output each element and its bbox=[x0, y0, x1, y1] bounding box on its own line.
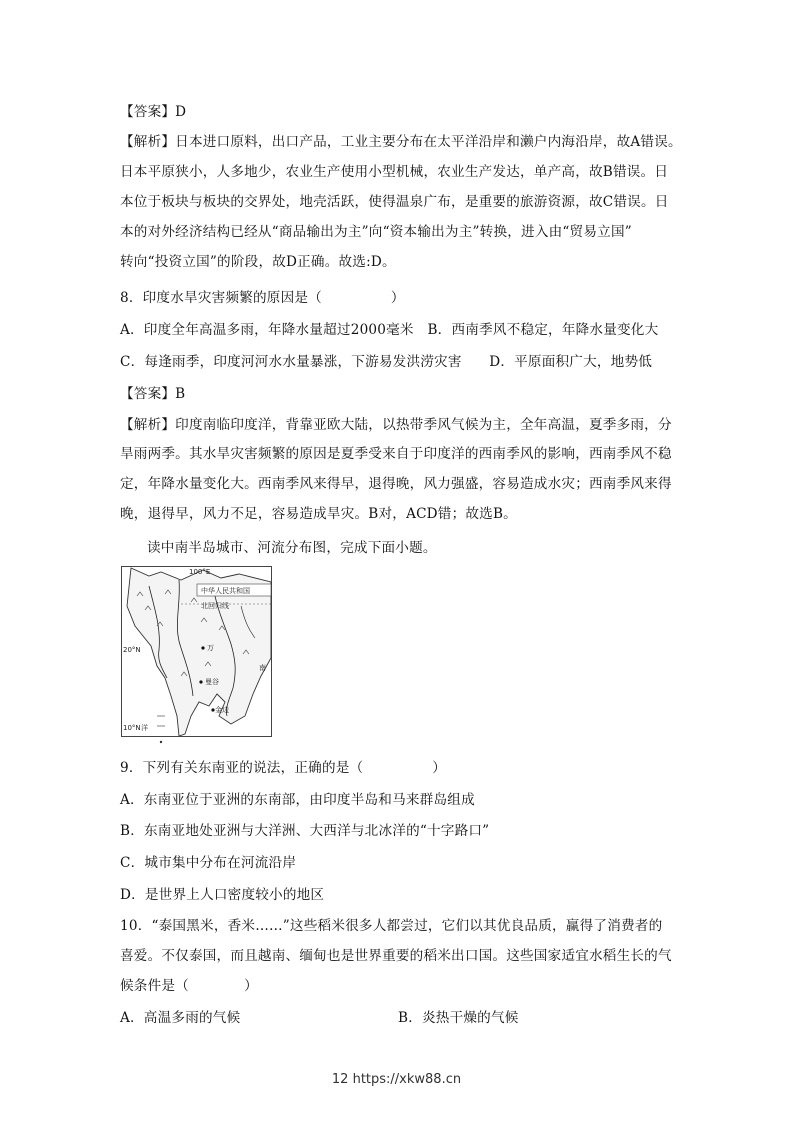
q8-analysis-line: 【解析】印度南临印度洋，背靠亚欧大陆，以热带季风气候为主，全年高温，夏季多雨，分 bbox=[120, 417, 672, 433]
q8-stem: 8．印度水旱灾害频繁的原因是（ ） bbox=[120, 290, 405, 306]
q7-analysis-line: 日本平原狭小，人多地少，农业生产使用小型机械，农业生产发达，单产高，故B错误。日 bbox=[120, 164, 669, 180]
q9-option: C．城市集中分布在河流沿岸 bbox=[120, 855, 297, 871]
map-lat20-label: 20°N bbox=[123, 646, 141, 654]
map-lon-label: 100°E bbox=[189, 568, 211, 576]
q10-stem-line: 10．“泰国黑米，香米……”这些稻米很多人都尝过，它们以其优良品质，赢得了消费者的 bbox=[120, 918, 663, 934]
q10-option-a: A．高温多雨的气候 bbox=[120, 1010, 241, 1026]
q10-stem-line: 候条件是（ ） bbox=[120, 978, 258, 994]
q8-option-line: A．印度全年高温多雨，年降水量超过2000毫米 B．西南季风不稳定，年降水量变化大 bbox=[120, 322, 659, 338]
q9-option: D．是世界上人口密度较小的地区 bbox=[120, 887, 325, 903]
page-footer: 12 https://xkw88.cn bbox=[331, 1072, 462, 1087]
q8-analysis-line: 定，年降水量变化大。西南季风来得早，退得晚，风力强盛，容易造成水灾；西南季风来得 bbox=[120, 476, 672, 492]
q7-analysis-line: 本位于板块与板块的交界处，地壳活跃，使得温泉广布，是重要的旅游资源，故C错误。日 bbox=[120, 194, 669, 210]
q10-stem-line: 喜爱。不仅泰国，而且越南、缅甸也是世界重要的稻米出口国。这些国家适宜水稻生长的气 bbox=[120, 948, 672, 964]
q8-analysis-line: 旱雨两季。其水旱灾害频繁的原因是夏季受来自于印度洋的西南季风的影响，西南季风不稳 bbox=[120, 446, 672, 462]
q9-option: A．东南亚位于亚洲的东南部，由印度半岛和马来群岛组成 bbox=[120, 792, 475, 808]
q8-answer: 【答案】B bbox=[120, 386, 186, 402]
map-intro: 读中南半岛城市、河流分布图，完成下面小题。 bbox=[147, 540, 437, 556]
map-lat10-label: 10°N bbox=[123, 724, 141, 732]
q7-analysis-line: 转向“投资立国”的阶段，故D正确。故选:D。 bbox=[120, 254, 396, 270]
map-sea-label: 南 bbox=[259, 664, 266, 672]
map-city-wan: 万 bbox=[207, 644, 214, 652]
map-city-jin: 金边 bbox=[215, 706, 229, 714]
map-ocean-label: 洋 bbox=[141, 724, 148, 732]
q9-option: B．东南亚地处亚洲与大洋洲、大西洋与北冰洋的“十字路口” bbox=[120, 823, 490, 839]
map-tropic-label: 北回归线 bbox=[201, 602, 229, 610]
indochina-map bbox=[121, 566, 272, 747]
map-city-mang: 曼谷 bbox=[205, 678, 219, 686]
q7-analysis-line: 【解析】日本进口原料，出口产品，工业主要分布在太平洋沿岸和濑户内海沿岸，故A错误。 bbox=[120, 134, 682, 150]
q8-option-line: C．每逢雨季，印度河河水水量暴涨，下游易发洪涝灾害 D．平原面积广大，地势低 bbox=[120, 354, 653, 370]
q7-answer: 【答案】D bbox=[120, 104, 187, 120]
q8-analysis-line: 晚，退得早，风力不足，容易造成旱灾。B对，ACD错；故选B。 bbox=[120, 506, 517, 522]
q7-analysis-line: 本的对外经济结构已经从“商品输出为主”向“资本输出为主”转换，进入由“贸易立国” bbox=[120, 224, 632, 240]
q9-stem: 9．下列有关东南亚的说法，正确的是（ ） bbox=[120, 760, 447, 776]
map-country-label: 中华人民共和国 bbox=[201, 587, 250, 595]
q10-option-b: B．炎热干燥的气候 bbox=[398, 1010, 519, 1026]
